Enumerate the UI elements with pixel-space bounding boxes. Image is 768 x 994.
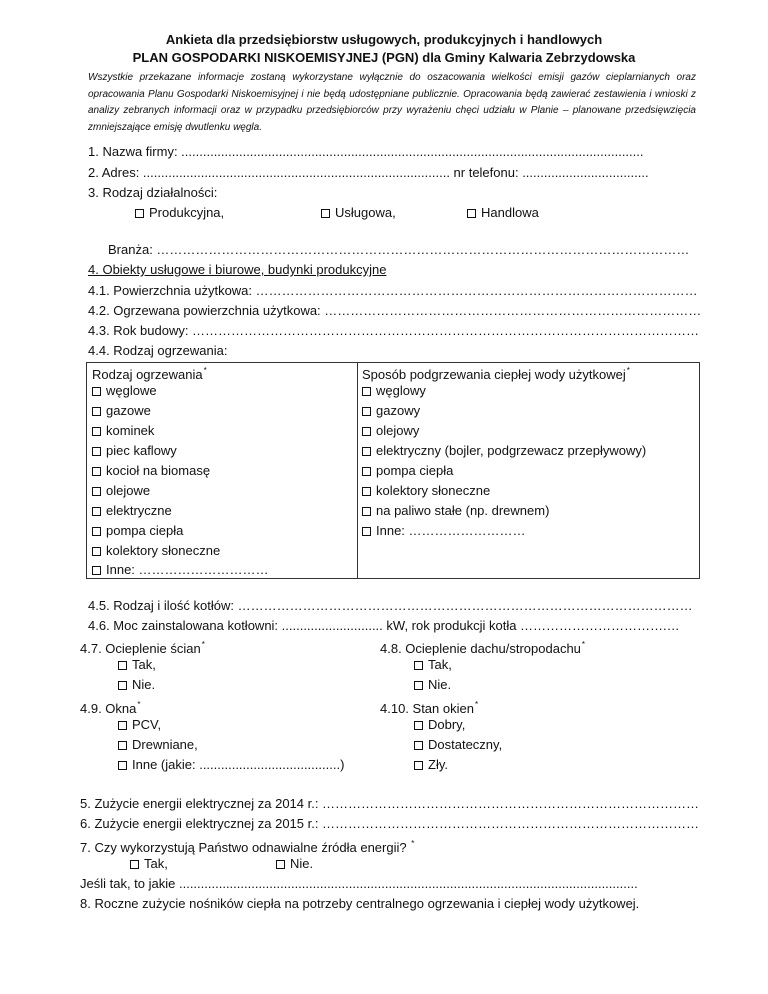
heating-table-divider [357,362,358,579]
checkbox-icon[interactable] [92,467,101,476]
activity-type-label: 3. Rodzaj działalności: [88,185,218,200]
renewables-no[interactable]: Nie. [276,856,313,872]
checkbox-icon[interactable] [414,761,423,770]
checkbox-icon[interactable] [467,209,476,218]
checkbox-icon[interactable] [118,681,127,690]
checkbox-icon[interactable] [130,860,139,869]
heating-option-biomass[interactable]: kocioł na biomasę [92,463,210,479]
wall-insulation-no[interactable]: Nie. [118,677,155,693]
wall-insulation-label: 4.7. Ocieplenie ścian* [80,640,205,656]
heating-option-tile-stove[interactable]: piec kaflowy [92,443,177,459]
electricity-2015-field[interactable]: 6. Zużycie energii elektrycznej za 2015 r.: …………………………………………………………………………… [80,816,700,831]
roof-insulation-label: 4.8. Ocieplenie dachu/stropodachu* [380,640,586,656]
windows-pvc[interactable]: PCV, [118,717,161,733]
heating-type-label: 4.4. Rodzaj ogrzewania: [88,343,228,358]
heating-option-solar[interactable]: kolektory słoneczne [92,543,220,559]
water-option-other[interactable]: Inne: ……………………… [362,523,526,539]
water-option-heat-pump[interactable]: pompa ciepła [362,463,453,479]
window-condition-fair[interactable]: Dostateczny, [414,737,502,753]
checkbox-icon[interactable] [92,566,101,575]
heating-option-oil[interactable]: olejowe [92,483,150,499]
checkbox-icon[interactable] [118,721,127,730]
option-uslugowa[interactable]: Usługowa, [321,205,396,221]
checkbox-icon[interactable] [135,209,144,218]
renewables-yes[interactable]: Tak, [130,856,168,872]
checkbox-icon[interactable] [92,487,101,496]
heating-option-gas[interactable]: gazowe [92,403,151,419]
water-option-electric[interactable]: elektryczny (bojler, podgrzewacz przepływowy) [362,443,646,459]
checkbox-icon[interactable] [362,387,371,396]
build-year-field[interactable]: 4.3. Rok budowy: ……………………………………………………………………………………………………… [88,323,700,338]
checkbox-icon[interactable] [118,661,127,670]
checkbox-icon[interactable] [92,447,101,456]
checkbox-icon[interactable] [92,547,101,556]
company-name-field[interactable]: 1. Nazwa firmy: ................................................................................................................................ [88,144,644,159]
checkbox-icon[interactable] [118,761,127,770]
address-phone-field[interactable]: 2. Adres: ..................................................................................... nr telefonu: ................................... [88,165,649,180]
heating-option-fireplace[interactable]: kominek [92,423,154,439]
checkbox-icon[interactable] [414,661,423,670]
window-condition-good[interactable]: Dobry, [414,717,465,733]
water-option-gas[interactable]: gazowy [362,403,420,419]
form-title: Ankieta dla przedsiębiorstw usługowych, produkcyjnych i handlowych [165,32,603,47]
hot-water-header: Sposób podgrzewania ciepłej wody użytkowej* [362,366,630,382]
checkbox-icon[interactable] [92,527,101,536]
water-option-solar[interactable]: kolektory słoneczne [362,483,490,499]
checkbox-icon[interactable] [118,741,127,750]
checkbox-icon[interactable] [362,467,371,476]
checkbox-icon[interactable] [362,427,371,436]
option-produkcyjna[interactable]: Produkcyjna, [135,205,224,221]
industry-field[interactable]: Branża: …………………………………………………………………………………………………………… [108,242,690,257]
checkbox-icon[interactable] [414,741,423,750]
window-condition-label: 4.10. Stan okien* [380,700,479,716]
electricity-2014-field[interactable]: 5. Zużycie energii elektrycznej za 2014 r.: …………………………………………………………………………… [80,796,700,811]
checkbox-icon[interactable] [414,681,423,690]
option-handlowa[interactable]: Handlowa [467,205,539,221]
checkbox-icon[interactable] [92,387,101,396]
renewables-question: 7. Czy wykorzystują Państwo odnawialne źródła energii? * [80,839,415,855]
roof-insulation-yes[interactable]: Tak, [414,657,452,673]
heating-type-header: Rodzaj ogrzewania* [92,366,207,382]
annual-heat-consumption-label: 8. Roczne zużycie nośników ciepła na potrzeby centralnego ogrzewania i ciepłej wody użytkowej. [80,896,640,911]
checkbox-icon[interactable] [321,209,330,218]
usable-area-field[interactable]: 4.1. Powierzchnia użytkowa: ………………………………………………………………………………………… [88,283,698,298]
section-4-heading: 4. Obiekty usługowe i biurowe, budynki produkcyjne [88,262,387,277]
heating-option-heat-pump[interactable]: pompa ciepła [92,523,183,539]
windows-label: 4.9. Okna* [80,700,141,716]
boiler-power-field[interactable]: 4.6. Moc zainstalowana kotłowni: ............................ kW, rok produkcji kotła …………………………….… [88,618,680,633]
checkbox-icon[interactable] [92,407,101,416]
window-condition-bad[interactable]: Zły. [414,757,448,773]
water-option-solid-fuel[interactable]: na paliwo stałe (np. drewnem) [362,503,549,519]
water-option-coal[interactable]: węglowy [362,383,426,399]
checkbox-icon[interactable] [362,507,371,516]
checkbox-icon[interactable] [92,427,101,436]
checkbox-icon[interactable] [276,860,285,869]
heated-area-field[interactable]: 4.2. Ogrzewana powierzchnia użytkowa: …………………………………………………………………………… [88,303,702,318]
roof-insulation-no[interactable]: Nie. [414,677,451,693]
water-option-oil[interactable]: olejowy [362,423,419,439]
heating-option-other[interactable]: Inne: ………………………… [92,562,269,578]
checkbox-icon[interactable] [414,721,423,730]
checkbox-icon[interactable] [362,527,371,536]
form-subtitle: PLAN GOSPODARKI NISKOEMISYJNEJ (PGN) dla Gminy Kalwaria Zebrzydowska [132,50,636,65]
checkbox-icon[interactable] [362,447,371,456]
wall-insulation-yes[interactable]: Tak, [118,657,156,673]
boilers-field[interactable]: 4.5. Rodzaj i ilość kotłów: …………………………………………………………………………………………… [88,598,693,613]
heating-option-coal[interactable]: węglowe [92,383,157,399]
heating-option-electric[interactable]: elektryczne [92,503,172,519]
intro-paragraph: Wszystkie przekazane informacje zostaną wykorzystane wyłącznie do oszacowania wielkości emisji gazów cieplarnianych oraz opracowania Planu Gospodarki Niskoemisyjnej i nie będą udostępniane publicznie. Opracowania będą zawierać zestawienia i wnioski z analizy zebranych informacji oraz w przypadku przedsiębiorców przy wyrażeniu chęci udziału w Planie – planowane przedsięwzięcia zmniejszające emisję dwutlenku węgla. [88,72,696,133]
checkbox-icon[interactable] [362,407,371,416]
checkbox-icon[interactable] [362,487,371,496]
renewables-which-field[interactable]: Jeśli tak, to jakie ............................................................................................................................... [80,876,638,891]
checkbox-icon[interactable] [92,507,101,516]
windows-wood[interactable]: Drewniane, [118,737,198,753]
windows-other[interactable]: Inne (jakie: .......................................) [118,757,344,773]
